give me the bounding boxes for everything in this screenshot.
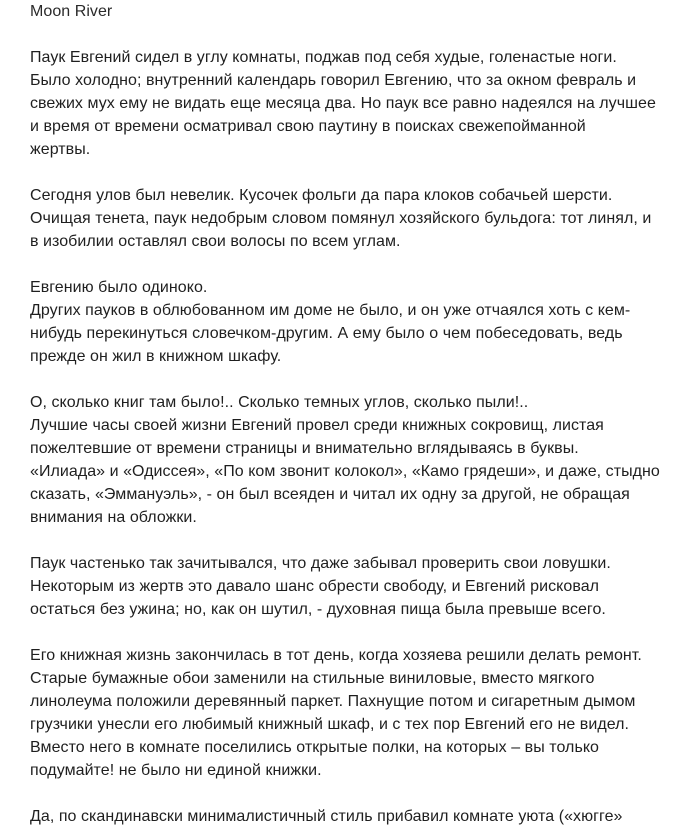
post-title: Moon River <box>30 3 113 20</box>
text-line: в изобилии оставлял свои волосы по всем углам. <box>30 233 401 250</box>
text-line: Некоторым из жертв это давало шанс обрести свободу, и Евгений рисковал <box>30 578 600 595</box>
text-line: внимания на обложки. <box>30 509 197 526</box>
paragraph <box>30 46 690 161</box>
text-line: Старые бумажные обои заменили на стильные виниловые, вместо мягкого <box>30 670 595 687</box>
post-body <box>30 46 690 828</box>
text-line: свежих мух ему не видать еще месяца два. Но паук все равно надеялся на лучшее <box>30 95 656 112</box>
text-line: сказать, «Эммануэль», - он был всеяден и читал их одну за другой, не обращая <box>30 486 630 503</box>
text-line: Очищая тенета, паук недобрым словом помянул хозяйского бульдога: тот линял, и <box>30 210 652 227</box>
text-line: жертвы. <box>30 141 91 158</box>
paragraph <box>30 391 690 529</box>
text-line: Да, по скандинавски минималистичный стиль прибавил комнате уюта («хюгге» <box>30 808 623 825</box>
paragraph <box>30 552 690 621</box>
text-line: Паук частенько так зачитывался, что даже забывал проверить свои ловушки. <box>30 555 611 572</box>
paragraph <box>30 644 690 782</box>
text-line: подумайте! не было ни единой книжки. <box>30 762 322 779</box>
text-line: Других пауков в облюбованном им доме не было, и он уже отчаялся хоть с кем- <box>30 302 631 319</box>
text-line: грузчики унесли его любимый книжный шкаф, и с тех пор Евгений его не видел. <box>30 716 630 733</box>
paragraph <box>30 276 690 368</box>
text-line: Было холодно; внутренний календарь говорил Евгению, что за окном февраль и <box>30 72 637 89</box>
text-line: Вместо него в комнате поселились открытые полки, на которых – вы только <box>30 739 600 756</box>
text-line: Паук Евгений сидел в углу комнаты, поджав под себя худые, голенастые ноги. <box>30 49 617 66</box>
text-line: пожелтевшие от времени страницы и внимательно вглядываясь в буквы. <box>30 440 579 457</box>
text-line: Евгению было одиноко. <box>30 279 208 296</box>
text-line: Лучшие часы своей жизни Евгений провел среди книжных сокровищ, листая <box>30 417 604 434</box>
text-line: Его книжная жизнь закончилась в тот день, когда хозяева решили делать ремонт. <box>30 647 642 664</box>
text-line: прежде он жил в книжном шкафу. <box>30 348 282 365</box>
text-line: и время от времени осматривал свою паутину в поисках свежепойманной <box>30 118 586 135</box>
paragraph <box>30 184 690 253</box>
text-line: О, сколько книг там было!.. Сколько темных углов, сколько пыли!.. <box>30 394 529 411</box>
paragraph <box>30 805 690 828</box>
text-line: линолеума положили деревянный паркет. Пахнущие потом и сигаретным дымом <box>30 693 636 710</box>
text-line: Сегодня улов был невелик. Кусочек фольги да пара клоков собачьей шерсти. <box>30 187 613 204</box>
text-line: остаться без ужина; но, как он шутил, - духовная пища была превыше всего. <box>30 601 606 618</box>
text-line: нибудь перекинуться словечком-другим. А ему было о чем побеседовать, ведь <box>30 325 623 342</box>
post <box>30 0 690 828</box>
text-line: «Илиада» и «Одиссея», «По ком звонит колокол», «Камо грядеши», и даже, стыдно <box>30 463 660 480</box>
